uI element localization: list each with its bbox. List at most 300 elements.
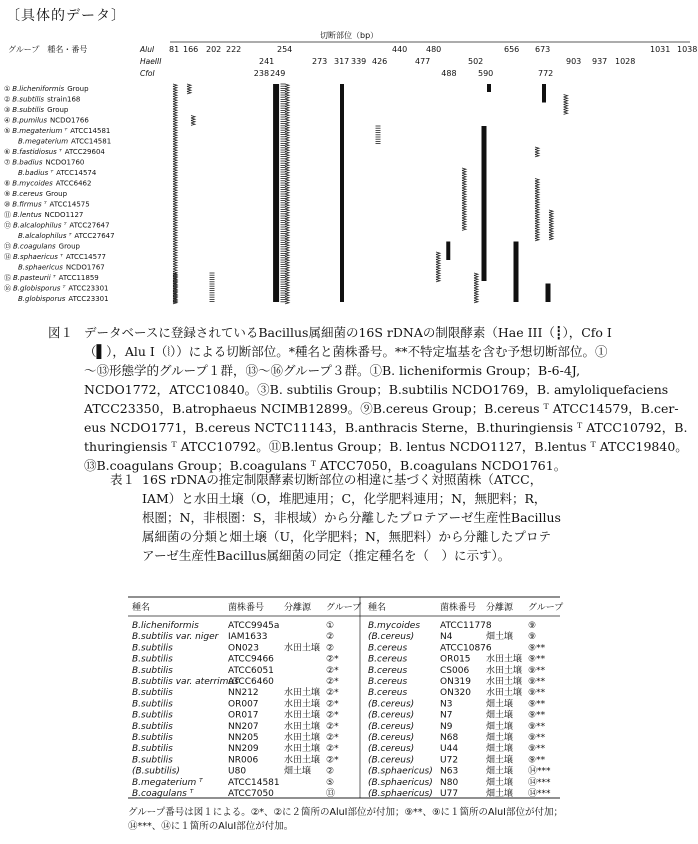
alu-cut-mark (474, 283, 478, 285)
strain-id: Group (47, 106, 69, 114)
species-name: B.firmus ᵀ (12, 200, 47, 209)
table-cell: ⑨** (528, 654, 546, 665)
alu-cut-mark (173, 219, 177, 221)
species-name: B.alcalophilus ᵀ (18, 232, 72, 240)
table-cell: ⑨** (528, 665, 546, 676)
alu-cut-mark (173, 234, 177, 236)
alu-cut-mark (285, 159, 289, 161)
species-row-label (4, 106, 69, 114)
alu-cut-mark (173, 244, 177, 246)
alu-cut-mark (535, 224, 539, 226)
table-cell: ATCC14581 (228, 777, 280, 788)
strain-id: Group (58, 242, 80, 251)
table-cell: ⑨** (528, 688, 546, 699)
alu-cut-mark (462, 176, 466, 178)
alu-cut-mark (285, 174, 289, 176)
alu-cut-mark (173, 129, 177, 131)
alu-cut-mark (173, 89, 177, 91)
table-cell: ⑨** (528, 755, 546, 766)
species-row-label (18, 295, 109, 303)
alu-cut-mark (285, 294, 289, 296)
table-caption-label: 表１ (110, 472, 136, 487)
table-header-cell: 菌株番号 (440, 603, 477, 613)
alu-cut-mark (285, 147, 289, 149)
alu-cut-mark (462, 211, 466, 213)
alu-cut-mark (549, 238, 553, 240)
alu-cut-mark (285, 254, 289, 256)
table-cell: NN209 (228, 744, 259, 755)
strain-id: ATCC23301 (68, 284, 109, 293)
group-number: ⑫ (4, 221, 11, 230)
table-header-cell: 分離源 (486, 603, 514, 613)
species-row-label (18, 232, 115, 240)
table-cell: ON320 (440, 688, 471, 699)
species-name: B.subtilis (12, 106, 45, 114)
alu-cut-mark (285, 97, 289, 99)
alu-cut-mark (285, 92, 289, 94)
table-caption-line: 根圏；N，非根圏：S，非根域）から分離したプロテアーゼ生産性Bacillus (142, 510, 561, 525)
table-cell: ⑨** (528, 710, 546, 721)
alu-cut-mark (436, 262, 440, 264)
alu-cut-mark (474, 291, 478, 293)
alu-cut-mark (173, 207, 177, 209)
alu-cut-mark (549, 213, 553, 215)
table-cell: NR006 (228, 755, 259, 766)
table-cell: ATCC10876 (440, 643, 492, 654)
alu-cut-mark (173, 204, 177, 206)
cfo-cut-mark (542, 84, 546, 103)
alu-cut-mark (285, 277, 289, 279)
table-cell: U77 (440, 789, 459, 799)
alu-cut-mark (564, 102, 568, 104)
alu-cut-mark (462, 183, 466, 185)
strain-id: NCDO1767 (65, 263, 105, 272)
alu-cut-mark (173, 177, 177, 179)
site-label: 488 (441, 69, 457, 78)
species-name: B.globisporus ᵀ (13, 284, 66, 293)
alu-cut-mark (462, 218, 466, 220)
figure-caption-line: eus NCDO1771，B.cereus NCTC11143，B.anthracis Sterne，B.thuringiensis ᵀ ATCC10792，B. (84, 420, 688, 435)
alu-cut-mark (462, 188, 466, 190)
table-cell: (B.subtilis) (132, 766, 180, 777)
species-name: B.licheniformis (12, 85, 65, 93)
species-name: B.sphaericus (18, 263, 63, 272)
alu-cut-mark (564, 110, 568, 112)
alu-cut-mark (285, 149, 289, 151)
table-cell: OR017 (228, 710, 259, 721)
alu-cut-mark (173, 227, 177, 229)
alu-cut-mark (535, 186, 539, 188)
table-header-cell: グループ (326, 603, 362, 613)
group-number: ② (4, 95, 11, 104)
group-number: ⑧ (4, 179, 11, 188)
table-cell: ⑭*** (528, 777, 551, 788)
alu-cut-mark (436, 272, 440, 274)
alu-cut-mark (191, 121, 195, 123)
alu-cut-mark (285, 204, 289, 206)
alu-cut-mark (173, 92, 177, 94)
species-name: B.globisporus (18, 295, 66, 303)
alu-cut-mark (173, 97, 177, 99)
species-name: B.lentus (13, 211, 42, 219)
alu-cut-mark (285, 144, 289, 146)
site-label: 273 (312, 57, 328, 66)
alu-cut-mark (549, 223, 553, 225)
strain-id: Group (67, 85, 89, 93)
table-cell: ② (326, 766, 335, 777)
table-cell: ATCC9945a (228, 621, 280, 631)
strain-id: NCDO1127 (44, 211, 84, 219)
table-cell: ②* (326, 654, 339, 665)
figure-caption-line: ⑬B.coagulans Group；B.coagulans ᵀ ATCC7050，B.coagulans NCDO1761。 (84, 458, 567, 473)
alu-cut-mark (173, 157, 177, 159)
alu-cut-mark (535, 155, 539, 157)
alu-cut-mark (285, 99, 289, 101)
table-cell: ATCC11778 (440, 621, 492, 631)
alu-cut-mark (173, 252, 177, 254)
table-header-cell: 種名 (368, 603, 387, 613)
alu-cut-mark (436, 270, 440, 272)
table-cell: 畑土壌 (486, 777, 514, 788)
alu-cut-mark (285, 152, 289, 154)
alu-cut-mark (173, 112, 177, 114)
alu-cut-mark (285, 109, 289, 111)
species-row-label (4, 127, 110, 135)
table-cell: B.cereus (368, 643, 408, 654)
table-cell: ② (326, 643, 335, 654)
table-cell: B.cereus (368, 654, 408, 665)
table-cell: B.licheniformis (132, 621, 199, 631)
table-cell: (B.cereus) (368, 721, 415, 732)
alu-cut-mark (285, 172, 289, 174)
alu-cut-mark (285, 142, 289, 144)
species-name: B.megaterium ᵀ (12, 127, 68, 135)
alu-cut-mark (549, 235, 553, 237)
alu-cut-mark (285, 274, 289, 276)
alu-cut-mark (535, 229, 539, 231)
alu-cut-mark (535, 181, 539, 183)
alu-cut-mark (173, 94, 177, 96)
table-cell: N68 (440, 733, 459, 743)
alu-cut-mark (285, 197, 289, 199)
site-label: 254 (277, 45, 293, 54)
group-number: ⑭ (4, 253, 11, 261)
table-cell: ATCC6051 (228, 665, 274, 676)
table-body (132, 621, 551, 799)
alu-cut-mark (173, 254, 177, 256)
table-cell: ②* (326, 688, 339, 699)
alu-cut-mark (173, 242, 177, 244)
table-cell: 水田土壌 (486, 654, 523, 665)
alu-cut-mark (564, 97, 568, 99)
alu-cut-mark (173, 167, 177, 169)
alu-cut-mark (285, 104, 289, 106)
alu-cut-mark (462, 178, 466, 180)
alu-cut-mark (285, 227, 289, 229)
alu-cut-mark (564, 100, 568, 102)
group-number: ⑦ (4, 158, 11, 167)
alu-cut-mark (474, 286, 478, 288)
alu-cut-mark (535, 199, 539, 201)
table-cell: N9 (440, 721, 453, 732)
species-row-label (4, 96, 80, 104)
table-cell: 畑土壌 (486, 632, 514, 643)
alu-cut-mark (285, 249, 289, 251)
alu-cut-mark (173, 142, 177, 144)
table-cell: OR007 (228, 699, 259, 710)
alu-cut-mark (535, 189, 539, 191)
table-cell: ① (326, 621, 335, 631)
species-name: B.pasteurii ᵀ (13, 274, 56, 282)
table-caption-line: 16S rDNAの推定制限酵素切断部位の相違に基づく対照菌株（ATCC， (142, 472, 543, 487)
figure-caption-line: （▌），Alu I（⦚））による切断部位。*種名と菌株番号。**不特定塩基を含む予想切断部位。① (84, 344, 608, 359)
cfo-cut-mark (446, 242, 450, 261)
alu-cut-mark (173, 184, 177, 186)
alu-cut-mark (462, 181, 466, 183)
alu-cut-mark (173, 132, 177, 134)
table-cell: ON319 (440, 677, 471, 687)
site-label: 339 (351, 57, 367, 66)
alu-cut-mark (285, 267, 289, 269)
alu-cut-mark (285, 94, 289, 96)
species-name: B.badius (12, 158, 43, 167)
strain-id: ATCC23301 (68, 295, 109, 303)
alu-cut-mark (173, 232, 177, 234)
table-cell: 水田土壌 (284, 699, 321, 710)
table-cell: ⑭*** (528, 789, 551, 799)
species-row-label (18, 264, 105, 272)
table-cell: N7 (440, 710, 453, 721)
table-cell: 水田土壌 (284, 733, 321, 743)
alu-cut-mark (535, 239, 539, 241)
table-cell: ②* (326, 755, 339, 766)
table-cell: B.subtilis (132, 755, 173, 766)
species-row-label (4, 201, 90, 209)
alu-cut-mark (191, 118, 195, 120)
alu-cut-mark (474, 278, 478, 280)
table-cell: (B.cereus) (368, 632, 415, 643)
table-header (132, 601, 563, 613)
species-name: B.mycoides (12, 179, 53, 188)
alu-cut-mark (462, 186, 466, 188)
alu-cut-mark (173, 127, 177, 129)
species-name: B.coagulans (13, 242, 56, 251)
alu-cut-mark (462, 226, 466, 228)
alu-cut-mark (462, 223, 466, 225)
group-number: ③ (4, 106, 11, 114)
species-row-label (4, 284, 109, 293)
species-name: B.sphaericus ᵀ (13, 253, 63, 261)
alu-cut-mark (285, 122, 289, 124)
table-cell: IAM1633 (228, 632, 268, 643)
table-cell: B.subtilis (132, 710, 173, 721)
strain-id: strain168 (47, 95, 81, 104)
table-footnote-line: グループ番号は図１による。②*、②に２箇所のAluI部位が付加；⑨**、⑨に１箇所のAluI部位が付加； (128, 807, 563, 818)
table-header-cell: 菌株番号 (228, 603, 265, 613)
species-row-label (18, 138, 111, 146)
alu-cut-mark (173, 147, 177, 149)
table-cell: 水田土壌 (284, 643, 321, 654)
species-name: B.badius ᵀ (18, 169, 54, 177)
alu-cut-mark (564, 105, 568, 107)
table-cell: B.megaterium ᵀ (132, 777, 203, 788)
group-number: ⑥ (4, 148, 11, 156)
table-cell: ⑨ (528, 632, 537, 643)
table-cell: OR015 (440, 654, 471, 665)
table-cell: NN212 (228, 688, 259, 699)
alu-cut-mark (535, 196, 539, 198)
alu-cut-mark (173, 114, 177, 116)
table-cell: ②* (326, 665, 339, 676)
species-row-label (4, 210, 83, 219)
table-cell: (B.cereus) (368, 699, 415, 710)
table-cell: B.subtilis var. aterrimus (132, 677, 239, 687)
strain-id: ATCC14581 (71, 137, 112, 146)
alu-cut-mark (474, 301, 478, 303)
enzyme-label-hae: HaeIII (140, 57, 162, 66)
alu-cut-mark (173, 144, 177, 146)
alu-cut-mark (285, 157, 289, 159)
alu-cut-mark (285, 139, 289, 141)
alu-cut-mark (436, 260, 440, 262)
alu-cut-mark (173, 264, 177, 266)
cut-site-marks (173, 84, 568, 304)
alu-cut-mark (285, 287, 289, 289)
site-label: 241 (259, 57, 275, 66)
alu-cut-mark (285, 179, 289, 181)
alu-cut-mark (285, 222, 289, 224)
table-cell: (B.sphaericus) (368, 777, 433, 788)
alu-cut-mark (285, 162, 289, 164)
alu-cut-mark (285, 127, 289, 129)
alu-cut-mark (535, 150, 539, 152)
alu-cut-mark (285, 137, 289, 139)
alu-cut-mark (564, 95, 568, 97)
alu-cut-mark (285, 132, 289, 134)
strain-id: NCDO1760 (45, 158, 85, 167)
table-cell: 畑土壌 (486, 766, 514, 777)
table-cell: 畑土壌 (486, 721, 514, 732)
alu-cut-mark (285, 224, 289, 226)
cfo-cut-mark (487, 84, 491, 92)
alu-cut-mark (173, 174, 177, 176)
alu-cut-mark (285, 102, 289, 104)
alu-cut-mark (462, 208, 466, 210)
alu-cut-mark (535, 194, 539, 196)
alu-cut-mark (535, 179, 539, 181)
alu-cut-mark (285, 134, 289, 136)
group-number: ⑬ (4, 242, 11, 251)
alu-cut-mark (173, 179, 177, 181)
table-cell: U72 (440, 755, 459, 766)
table-cell: ② (326, 632, 335, 643)
table-cell: B.subtilis (132, 721, 173, 732)
table-cell: B.cereus (368, 688, 408, 699)
alu-cut-mark (173, 172, 177, 174)
alu-cut-mark (173, 237, 177, 239)
table-cell: 水田土壌 (284, 688, 321, 699)
alu-cut-mark (535, 221, 539, 223)
alu-cut-mark (173, 104, 177, 106)
table-cell: 畑土壌 (486, 744, 514, 755)
site-label: 1031 (650, 45, 671, 54)
site-label: 480 (426, 45, 442, 54)
alu-cut-mark (535, 226, 539, 228)
site-label: 202 (206, 45, 222, 54)
alu-cut-mark (462, 173, 466, 175)
table-cell: 水田土壌 (486, 688, 523, 699)
table-footnote (128, 806, 563, 834)
alu-cut-mark (285, 154, 289, 156)
strain-id: NCDO1766 (49, 116, 89, 125)
alu-cut-mark (285, 114, 289, 116)
figure-caption-line: 〜⑬形態学的グループ１群，⑬〜⑯グループ３群。①B. licheniformis Group；B-6-4J, (84, 363, 581, 378)
table-caption-line: アーゼ生産性Bacillus属細菌の同定（推定種名を（ ）に示す）。 (142, 548, 511, 563)
alu-cut-mark (462, 198, 466, 200)
alu-cut-mark (173, 189, 177, 191)
group-number: ⑪ (4, 211, 11, 219)
table-cell: ②* (326, 677, 339, 687)
alu-cut-mark (285, 269, 289, 271)
table-cell: 畑土壌 (486, 710, 514, 721)
alu-cut-mark (285, 117, 289, 119)
enzyme-label-cfo: CfoI (140, 69, 155, 78)
alu-cut-mark (285, 167, 289, 169)
species-row-label (4, 159, 84, 167)
species-name: B.cereus (12, 190, 43, 198)
alu-cut-mark (173, 87, 177, 89)
species-name: B.megaterium (18, 137, 69, 146)
site-label: 772 (538, 69, 554, 78)
alu-cut-mark (173, 122, 177, 124)
site-labels (169, 45, 697, 78)
table-cell: ⑨** (528, 744, 546, 755)
table-cell: ⑬ (326, 789, 336, 799)
site-label: 1028 (615, 57, 636, 66)
table-cell: B.coagulans ᵀ (132, 789, 194, 799)
alu-cut-mark (535, 209, 539, 211)
alu-cut-mark (285, 87, 289, 89)
table-cell: (B.cereus) (368, 710, 415, 721)
alu-cut-mark (285, 242, 289, 244)
species-row-label (4, 221, 110, 230)
alu-cut-mark (474, 273, 478, 275)
table-cell: B.cereus (368, 677, 408, 687)
site-label: 249 (270, 69, 286, 78)
alu-cut-mark (474, 288, 478, 290)
alu-cut-mark (173, 169, 177, 171)
alu-cut-mark (285, 119, 289, 121)
table-cell: (B.cereus) (368, 744, 415, 755)
alu-cut-mark (187, 84, 191, 86)
alu-cut-mark (462, 196, 466, 198)
alu-cut-mark (173, 84, 177, 86)
alu-cut-mark (173, 222, 177, 224)
alu-cut-mark (173, 182, 177, 184)
alu-cut-mark (436, 252, 440, 254)
alu-cut-mark (285, 214, 289, 216)
alu-cut-mark (285, 217, 289, 219)
table-cell: NN205 (228, 733, 259, 743)
table-cell: B.subtilis (132, 733, 173, 743)
alu-cut-mark (285, 209, 289, 211)
table-cell: ⑨** (528, 677, 546, 687)
alu-cut-mark (173, 164, 177, 166)
alu-cut-mark (285, 259, 289, 261)
alu-cut-mark (173, 107, 177, 109)
alu-cut-mark (535, 219, 539, 221)
species-row-label (4, 190, 68, 198)
